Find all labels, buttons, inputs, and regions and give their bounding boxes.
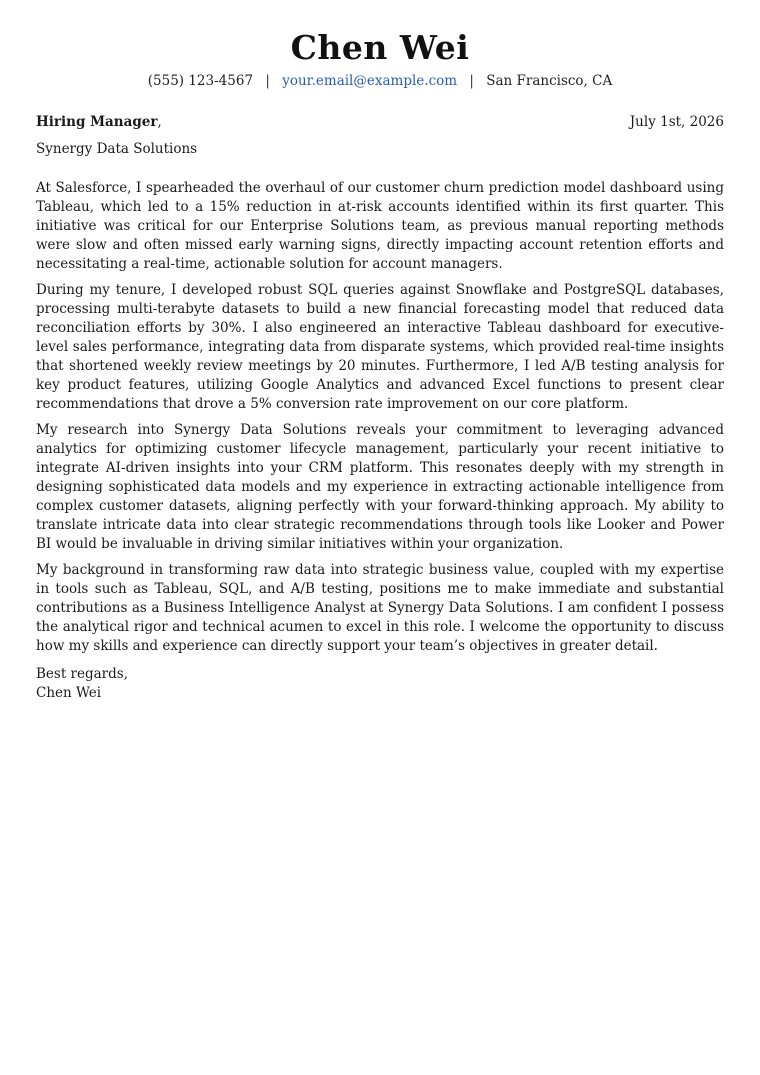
recipient-company: Synergy Data Solutions xyxy=(36,141,198,157)
closing-salutation: Best regards, xyxy=(36,666,129,682)
body-paragraph: During my tenure, I developed robust SQL queries against Snowflake and PostgreSQL databases, processing multi-terabyte datasets to build a new financial forecasting model that reduced data reconciliation efforts by 30%. I also engineered an interactive Tableau dashboard for executive-level sales performance, integrating data from disparate systems, which provided real-time insights that shortened weekly review meetings by 20 minutes. Furthermore, I led A/B testing analysis for key product features, utilizing Google Analytics and advanced Excel functions to present clear recommendations that drove a 5% conversion rate improvement on our core platform. xyxy=(36,282,724,412)
location: San Francisco, CA xyxy=(486,73,613,89)
contact-separator: | xyxy=(469,73,474,89)
phone-number: (555) 123-4567 xyxy=(147,73,254,89)
recipient-row xyxy=(36,113,724,132)
email-link[interactable]: your.email@example.com xyxy=(282,73,458,89)
recipient-title-suffix: , xyxy=(157,114,162,130)
recipient-greeting xyxy=(36,113,162,132)
body-paragraph: My research into Synergy Data Solutions reveals your commitment to leveraging advanced analytics for optimizing customer lifecycle management, particularly your recent initiative to integrate AI-driven insights into your CRM platform. This resonates deeply with my strength in designing sophisticated data models and my experience in extracting actionable intelligence from complex customer datasets, aligning perfectly with your forward-thinking approach. My ability to translate intricate data into clear strategic recommendations through tools like Looker and Power BI would be invaluable in driving similar initiatives within your organization. xyxy=(36,422,724,552)
closing-signature: Chen Wei xyxy=(36,685,102,701)
body-paragraph: At Salesforce, I spearheaded the overhaul of our customer churn prediction model dashboard using Tableau, which led to a 15% reduction in at-risk accounts identified within its first quarter. This initiative was critical for our Enterprise Solutions team, as previous manual reporting methods were slow and often missed early warning signs, directly impacting account retention efforts and necessitating a real-time, actionable solution for account managers. xyxy=(36,180,724,272)
contact-separator: | xyxy=(265,73,270,89)
letter-body xyxy=(36,179,724,656)
contact-line xyxy=(36,71,724,91)
recipient-title: Hiring Manager xyxy=(36,114,158,130)
letter-closing xyxy=(36,665,724,703)
applicant-name: Chen Wei xyxy=(290,28,470,67)
letter-date: July 1st, 2026 xyxy=(629,114,724,130)
body-paragraph: My background in transforming raw data into strategic business value, coupled with my expertise in tools such as Tableau, SQL, and A/B testing, positions me to make immediate and substantial contributions as a Business Intelligence Analyst at Synergy Data Solutions. I am confident I possess the analytical rigor and technical acumen to excel in this role. I welcome the opportunity to discuss how my skills and experience can directly support your team’s objectives in greater detail. xyxy=(36,562,724,654)
